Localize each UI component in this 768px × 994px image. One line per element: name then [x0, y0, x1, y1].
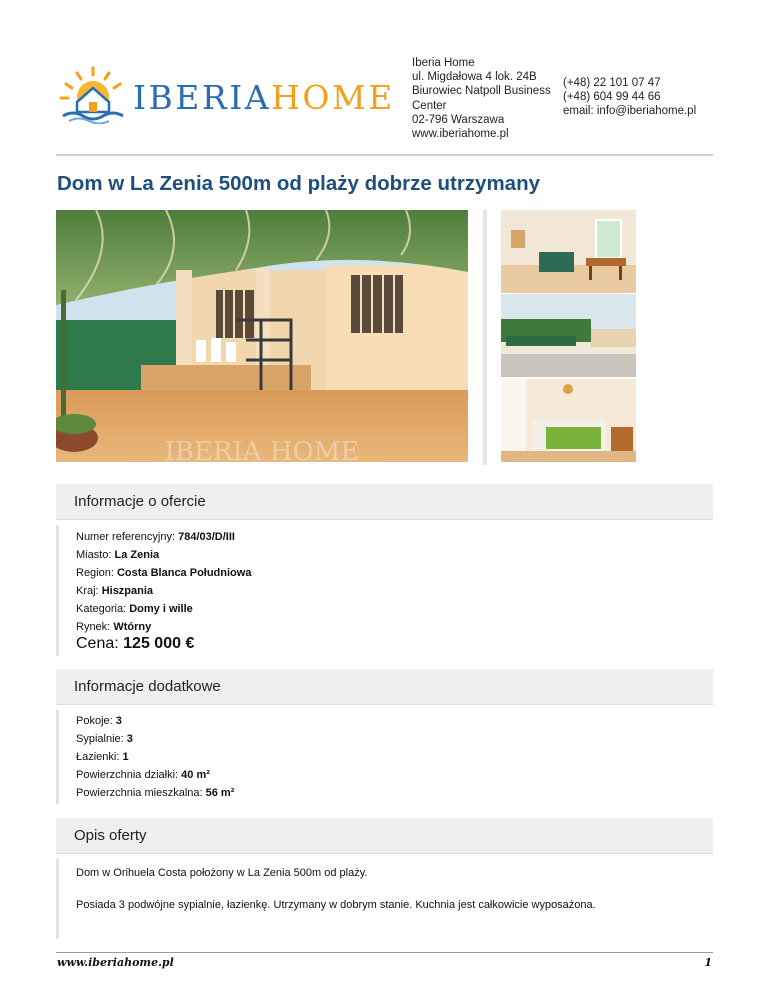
photo-watermark: IBERIA HOME	[164, 437, 360, 462]
page-title: Dom w La Zenia 500m od plaży dobrze utrzymany	[57, 172, 541, 195]
main-photo[interactable]	[56, 210, 468, 462]
field-label: Miasto:	[76, 549, 112, 561]
description-paragraph: Posiada 3 podwójne sypialnie, łazienkę. Utrzymany w dobrym stanie. Kuchnia jest całkowicie wyposażona.	[76, 899, 596, 911]
description-paragraph: Dom w Orihuela Costa położony w La Zenia 500m od plaży.	[76, 867, 368, 879]
field-label: Powierzchnia mieszkalna:	[76, 787, 203, 799]
field-label: Pokoje:	[76, 715, 113, 727]
field-rooms	[76, 715, 122, 727]
field-value: 3	[126, 733, 133, 745]
phone-1: (+48) 22 101 07 47	[563, 77, 661, 89]
price-label: Cena:	[76, 635, 119, 652]
footer-divider	[56, 952, 713, 953]
company-contact	[563, 77, 696, 118]
section-header-offer-info	[56, 484, 713, 520]
field-value: 40 m²	[181, 769, 210, 781]
price-value: 125 000 €	[123, 635, 195, 652]
thumbnail-exterior[interactable]	[501, 294, 636, 377]
field-label: Rynek:	[76, 621, 111, 633]
field-value: 3	[115, 715, 122, 727]
field-value: 784/03/D/III	[178, 531, 235, 543]
photo-divider	[483, 210, 487, 465]
field-label: Kategoria:	[76, 603, 127, 615]
sun-house-icon	[55, 64, 133, 124]
address-line: Iberia Home	[412, 57, 475, 69]
phone-2: (+48) 604 99 44 66	[563, 90, 661, 103]
description-body	[56, 859, 713, 939]
field-country	[76, 585, 153, 597]
field-market	[76, 621, 151, 633]
field-value: Wtórny	[113, 621, 152, 633]
field-city	[76, 549, 159, 561]
field-label: Region:	[76, 567, 114, 579]
field-living-area	[76, 787, 234, 799]
price	[76, 635, 194, 653]
website-link[interactable]: www.iberiahome.pl	[412, 128, 509, 141]
header-divider	[56, 154, 713, 156]
section-header-description	[56, 818, 713, 854]
footer-website[interactable]: www.iberiahome.pl	[57, 956, 174, 969]
field-value: Domy i wille	[129, 603, 193, 615]
thumbnail-bedroom[interactable]	[501, 379, 636, 462]
field-value: 56 m²	[205, 787, 235, 799]
email[interactable]: email: info@iberiahome.pl	[563, 104, 697, 117]
section-title: Informacje dodatkowe	[74, 678, 221, 695]
logo-text-home: HOME	[271, 78, 395, 117]
field-plot-area	[76, 769, 210, 781]
field-label: Numer referencyjny:	[76, 531, 176, 543]
page-number: 1	[704, 956, 712, 969]
address-line: Biurowiec Natpoll Business	[412, 85, 551, 98]
company-address	[412, 56, 551, 141]
address-line: ul. Migdałowa 4 lok. 24B	[412, 71, 537, 84]
section-header-extra-info	[56, 669, 713, 705]
field-category	[76, 603, 193, 615]
field-label: Sypialnie:	[76, 733, 124, 745]
logo-text-iberia: IBERIA	[133, 78, 272, 117]
field-value: Costa Blanca Południowa	[116, 567, 252, 579]
field-label: Kraj:	[76, 585, 99, 597]
section-title: Informacje o ofercie	[74, 493, 206, 510]
address-line: 02-796 Warszawa	[412, 113, 505, 126]
field-label: Powierzchnia działki:	[76, 769, 179, 781]
thumbnail-living-room[interactable]	[501, 210, 636, 293]
field-reference	[76, 531, 235, 543]
field-label: Łazienki:	[76, 751, 120, 763]
field-region	[76, 567, 251, 579]
iberiahome-logo	[55, 64, 395, 124]
extra-info-body	[56, 710, 713, 804]
section-title: Opis oferty	[74, 827, 147, 844]
field-bathrooms	[76, 751, 129, 763]
offer-info-body	[56, 525, 713, 656]
field-bedrooms	[76, 733, 133, 745]
field-value: 1	[122, 751, 129, 763]
field-value: Hiszpania	[101, 585, 154, 597]
field-value: La Zenia	[114, 549, 160, 561]
address-line: Center	[412, 99, 447, 112]
